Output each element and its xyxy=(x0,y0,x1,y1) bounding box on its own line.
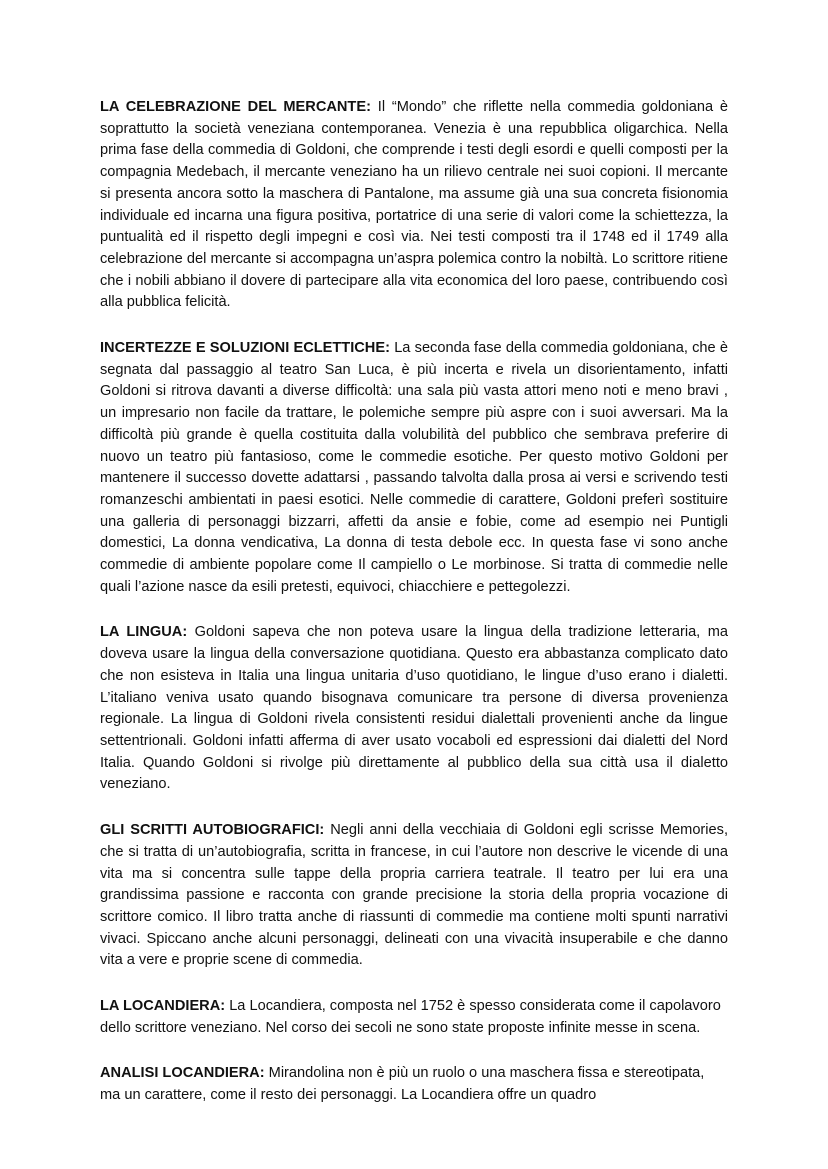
section-heading: INCERTEZZE E SOLUZIONI ECLETTICHE: xyxy=(100,340,390,357)
document-page xyxy=(100,97,728,1131)
section-body: Goldoni sapeva che non poteva usare la lingua della tradizione letteraria, ma doveva usare la lingua della conversazione quotidiana. Questo era abbastanza complicato dato che non esisteva in Italia una lingua unitaria d’uso quotidiano, le lingue d’uso erano i dialetti. L’italiano veniva usato quando bisognava comunicare tra persone di diversa provenienza regionale. La lingua di Goldoni rivela consistenti residui dialettali provenienti anche da lingue settentrionali. Goldoni infatti afferma di aver usato vocaboli ed espressioni dai dialetti del Nord Italia. Quando Goldoni si rivolge più direttamente al pubblico della sua città usa il dialetto veneziano. xyxy=(100,624,728,793)
section-heading: LA CELEBRAZIONE DEL MERCANTE: xyxy=(100,99,371,115)
section-heading: LA LINGUA: xyxy=(100,624,188,641)
section-lingua xyxy=(100,622,728,796)
section-heading: LA LOCANDIERA: xyxy=(100,998,226,1015)
section-body: Il “Mondo” che riflette nella commedia goldoniana è soprattutto la società veneziana contemporanea. Venezia è una repubblica oligarchica. Nella prima fase della commedia di Goldoni, che comprende i testi degli esordi e quelli composti per la compagnia Medebach, il mercante veneziano ha un rilievo centrale nei suoi copioni. Il mercante si presenta ancora sotto la maschera di Pantalone, ma assume già una sua concreta fisionomia individuale ed incarna una figura positiva, portatrice di una serie di valori come la schiettezza, la puntualità ed il rispetto degli impegni e così via. Nei testi composti tra il 1748 ed il 1749 alla celebrazione del mercante si accompagna un’aspra polemica contro la nobiltà. Lo scrittore ritiene che i nobili abbiano il dovere di partecipare alla vita economica del loro paese, contribuendo così alla pubblica felicità. xyxy=(100,99,729,311)
section-body: La seconda fase della commedia goldoniana, che è segnata dal passaggio al teatro San Luca, è più incerta e rivela un disorientamento, infatti Goldoni si ritrova davanti a diverse difficoltà: una sala più vasta attori meno noti e meno bravi , un impresario non facile da trattare, le polemiche sempre più aspre con i suoi avversari. Ma la difficoltà più grande è quella costituita dalla volubilità del pubblico che sembrava preferire di nuovo un teatro più fantasioso, come le commedie esotiche. Per questo motivo Goldoni per mantenere il successo dovette adattarsi , passando talvolta dalla prosa ai versi e scrivendo testi romanzeschi ambientati in paesi esotici. Nelle commedie di carattere, Goldoni preferì sostituire una galleria di personaggi bizzarri, affetti da ansie e fobie, come ad esempio nei Puntigli domestici, La donna vendicativa, La donna di testa debole ecc. In questa fase vi sono anche commedie di ambiente popolare come Il campiello o Le morbinose. Si tratta di commedie nelle quali l’azione nasce da esili pretesti, equivoci, chiacchiere e pettegolezzi. xyxy=(100,340,728,595)
section-incertezze-soluzioni xyxy=(100,338,728,598)
section-body: La Locandiera, composta nel 1752 è spesso considerata come il capolavoro dello scrittore veneziano. Nel corso dei secoli ne sono state proposte infinite messe in scena. xyxy=(100,998,721,1036)
section-analisi-locandiera xyxy=(100,1063,728,1106)
section-scritti-autobiografici xyxy=(100,820,728,972)
section-heading: GLI SCRITTI AUTOBIOGRAFICI: xyxy=(100,822,325,839)
section-body: Mirandolina non è più un ruolo o una maschera fissa e stereotipata, ma un carattere, come il resto dei personaggi. La Locandiera offre un quadro xyxy=(100,1065,705,1104)
section-heading: ANALISI LOCANDIERA: xyxy=(100,1065,265,1082)
section-locandiera xyxy=(100,996,728,1039)
section-body: Negli anni della vecchiaia di Goldoni egli scrisse Memories, che si tratta di un’autobiografia, scritta in francese, in cui l’autore non descrive le vicende di una vita ma si concentra sulle tappe della propria carriera teatrale. Il teatro per lui era una grandissima passione e racconta con grande precisione la storia della propria vocazione di scrittore comico. Il libro tratta anche di riassunti di commedie ma contiene molti spunti narrativi vivaci. Spiccano anche alcuni personaggi, delineati con una vivacità insuperabile e che danno vita a vere e proprie scene di commedia. xyxy=(100,822,729,969)
section-celebrazione-mercante xyxy=(100,97,728,314)
